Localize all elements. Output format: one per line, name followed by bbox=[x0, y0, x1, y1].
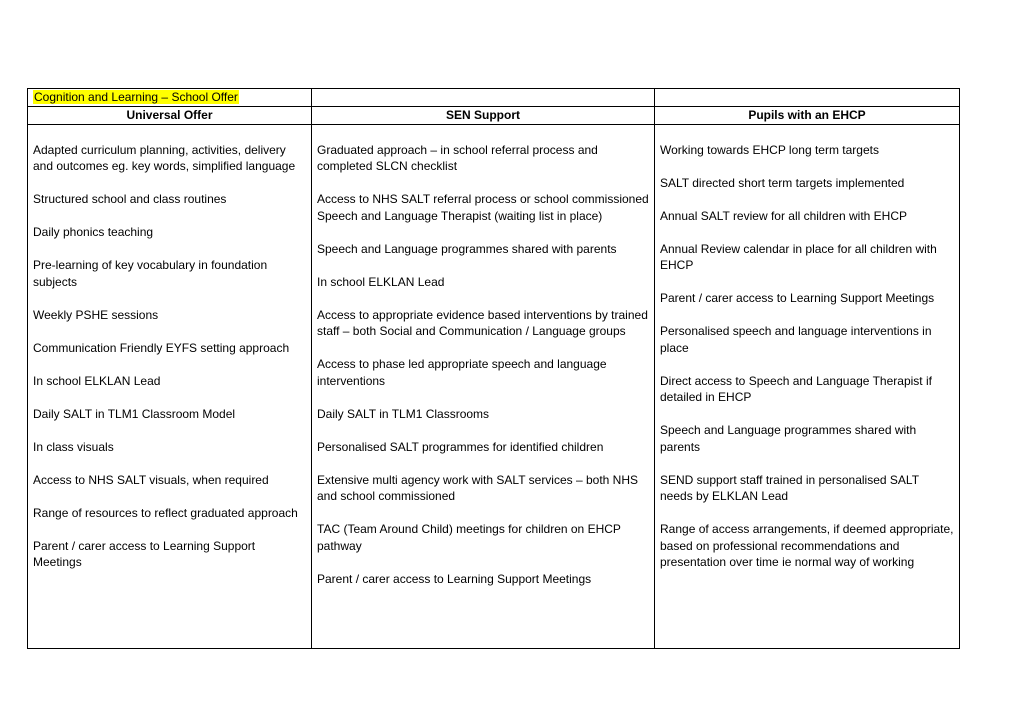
list-item: Parent / carer access to Learning Support Meetings bbox=[317, 571, 592, 586]
list-item: In school ELKLAN Lead bbox=[317, 274, 445, 289]
list-item: Access to NHS SALT visuals, when required bbox=[33, 472, 269, 487]
list-item: Access to appropriate evidence based interventions by trained staff – both Social and Communication / Language groups bbox=[317, 307, 648, 338]
list-item: Pre-learning of key vocabulary in foundation subjects bbox=[33, 258, 268, 289]
list-item: SEND support staff trained in personalised SALT needs by ELKLAN Lead bbox=[660, 472, 919, 503]
list-item: Personalised speech and language interventions in place bbox=[660, 324, 932, 355]
column-header-universal-offer: Universal Offer bbox=[28, 106, 312, 124]
list-item: Range of resources to reflect graduated approach bbox=[33, 505, 298, 520]
title-cell bbox=[28, 89, 312, 107]
list-item: Working towards EHCP long term targets bbox=[660, 142, 879, 157]
list-item: Speech and Language programmes shared with parents bbox=[660, 423, 917, 454]
list-item: Graduated approach – in school referral process and completed SLCN checklist bbox=[317, 142, 598, 173]
title-row bbox=[28, 89, 960, 107]
list-item: Daily SALT in TLM1 Classrooms bbox=[317, 406, 490, 421]
content-row bbox=[28, 124, 960, 648]
list-item: Annual SALT review for all children with EHCP bbox=[660, 208, 907, 223]
list-item: Extensive multi agency work with SALT services – both NHS and school commissioned bbox=[317, 472, 639, 503]
column-header-sen-support: SEN Support bbox=[312, 106, 655, 124]
list-item: SALT directed short term targets implemented bbox=[660, 175, 905, 190]
list-item: Communication Friendly EYFS setting approach bbox=[33, 340, 290, 355]
list-item: Daily SALT in TLM1 Classroom Model bbox=[33, 406, 236, 421]
list-item: Parent / carer access to Learning Support Meetings bbox=[660, 291, 935, 305]
school-offer-table bbox=[27, 88, 960, 649]
document-title: Cognition and Learning – School Offer bbox=[34, 90, 238, 104]
list-item: In school ELKLAN Lead bbox=[33, 373, 161, 388]
sen-support-list bbox=[317, 142, 649, 588]
title-empty-cell-2 bbox=[312, 89, 655, 107]
list-item: Personalised SALT programmes for identified children bbox=[317, 439, 604, 454]
list-item: Weekly PSHE sessions bbox=[33, 307, 159, 322]
list-item: Adapted curriculum planning, activities, delivery and outcomes eg. key words, simplified language bbox=[33, 142, 296, 173]
list-item: Access to NHS SALT referral process or school commissioned Speech and Language Therapist (waiting list in place) bbox=[317, 192, 649, 223]
list-item: Speech and Language programmes shared with parents bbox=[317, 241, 617, 256]
ehcp-cell bbox=[655, 124, 960, 648]
universal-offer-list bbox=[33, 142, 306, 571]
list-item: Structured school and class routines bbox=[33, 192, 227, 206]
ehcp-list bbox=[660, 142, 954, 571]
sen-support-cell bbox=[312, 124, 655, 648]
list-item: Daily phonics teaching bbox=[33, 225, 154, 239]
list-item: In class visuals bbox=[33, 439, 114, 454]
list-item: Range of access arrangements, if deemed appropriate, based on professional recommendations and presentation over time ie normal way of working bbox=[660, 522, 954, 569]
list-item: Parent / carer access to Learning Support Meetings bbox=[33, 538, 256, 569]
list-item: TAC (Team Around Child) meetings for children on EHCP pathway bbox=[317, 522, 621, 553]
header-row bbox=[28, 106, 960, 124]
universal-offer-cell bbox=[28, 124, 312, 648]
list-item: Direct access to Speech and Language Therapist if detailed in EHCP bbox=[660, 373, 932, 404]
title-empty-cell-3 bbox=[655, 89, 960, 107]
column-header-ehcp: Pupils with an EHCP bbox=[655, 106, 960, 124]
list-item: Annual Review calendar in place for all children with EHCP bbox=[660, 241, 937, 272]
list-item: Access to phase led appropriate speech and language interventions bbox=[317, 357, 607, 388]
